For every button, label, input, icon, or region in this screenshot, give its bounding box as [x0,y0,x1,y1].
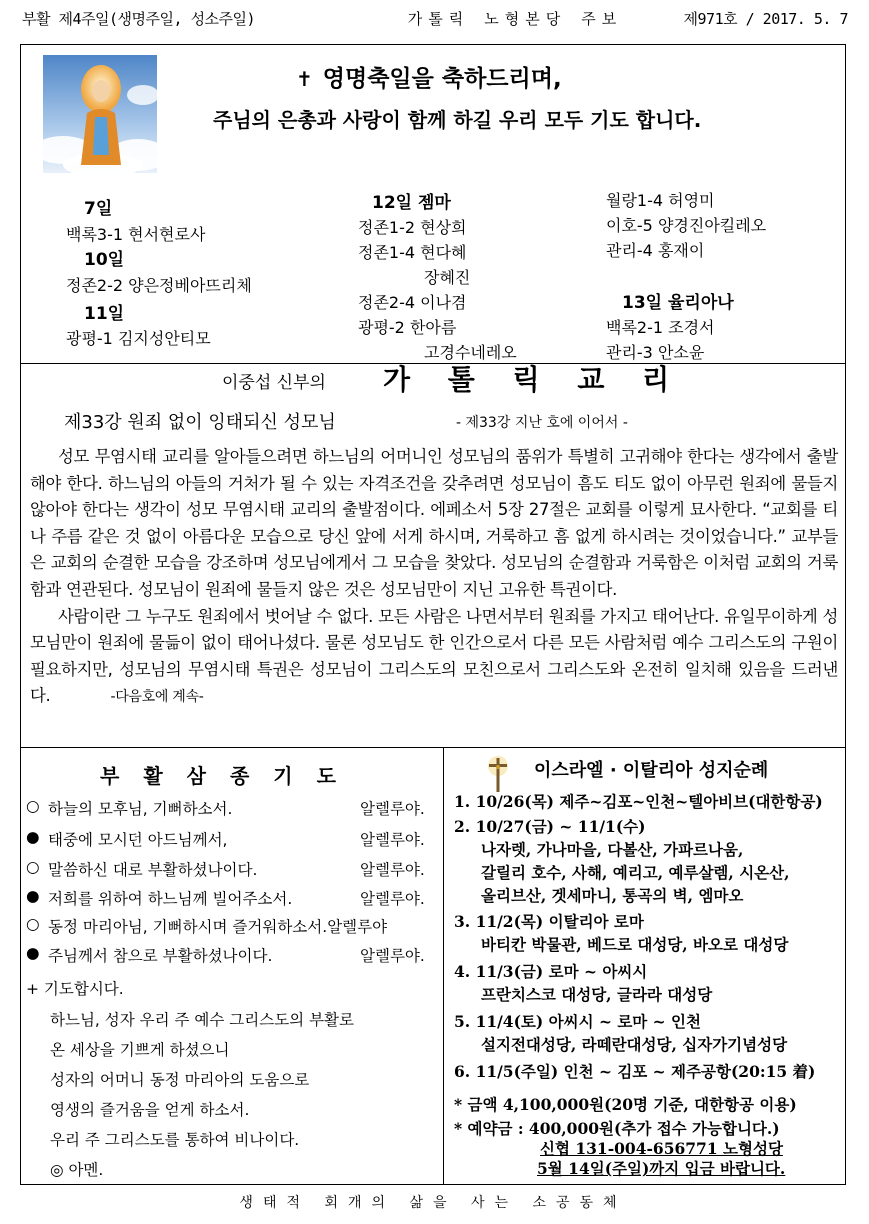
crucifix-icon [483,754,513,794]
itinerary-detail: 올리브산, 겟세마니, 통곡의 벽, 엠마오 [481,886,744,905]
itinerary-detail: 프란치스코 대성당, 글라라 대성당 [481,985,713,1004]
name-entry: 고경수네레오 [424,343,517,362]
let-us-pray: + 기도합시다. [26,980,124,998]
doctrine-paragraph-1: 성모 무염시태 교리를 알아들으려면 하느님의 어머니인 성모님의 품위가 특별히 고귀해야 한다는 생각에서 출발해야 한다. 하느님의 아들의 거처가 될 수 있는 자격조건을 갖추려면 성모님이 흠도 티도 없이 아무런 원죄에 물들지 않아야 한다는 생각이 성모 무염시태 교리의 출발점이다. 에페소서 5장 27절은 교회를 이렇게 묘사한다. “교회를 티나 주름 같은 것 없이 아름다운 모습으로 당신 앞에 서게 하시며, 거룩하고 흠 없게 하시려는 것이었습니다.” 교부들은 교회의 순결한 모습을 강조하며 성모님에게서 그 모습을 찾았다. 성모님의 순결함과 거룩함은 이처럼 교회의 거룩함과 연관된다. 성모님이 원죄에 물들지 않은 것은 성모님만이 지닌 고유한 특권이다. [30,447,838,599]
issue-date: 제971호 / 2017. 5. 7 [683,9,848,28]
filled-circle-icon: ● [26,887,40,905]
day-heading: 10일 [84,250,125,270]
greeting-line-1: 영명축일을 축하드리며, [322,66,562,92]
collect-line: 우리 주 그리스도를 통하여 비나이다. [50,1131,300,1149]
name-entry: 광평-2 한아름 [358,318,457,337]
name-entry: 관리-4 홍재이 [606,241,705,260]
alleluia: 알렐루야. [360,861,425,879]
prayer-line [26,915,387,937]
prayer-text: 동정 마리아님, 기뻐하시며 즐거워하소서. [48,918,328,936]
day-heading: 12일 젬마 [372,193,451,213]
bulletin-header [22,4,848,32]
name-entry: 장혜진 [424,268,471,287]
open-circle-icon: ○ [26,797,40,815]
doctrine-paragraph-2-text: 사람이란 그 누구도 원죄에서 벗어날 수 없다. 모든 사람은 나면서부터 원죄를 가지고 태어난다. 유일무이하게 성모님만이 원죄에 물듦이 없이 태어나셨다. 물론 성모님도 한 인간으로서 다른 모든 사람처럼 예수 그리스도의 구원이 필요하지만, 성모님의 무염시태 특권은 성모님이 그리스도의 모친으로서 그리스도와 온전히 일치해 있음을 드러낸다. [30,606,838,706]
divider-columns [443,747,444,1185]
itinerary-item: 3. 11/2(목) 이탈리아 로마 [454,912,644,931]
alleluia: 알렐루야. [360,890,425,908]
name-entry: 광평-1 김지성안티모 [66,329,211,348]
amen: ◎ 아멘. [50,1161,104,1179]
name-entry: 정존1-4 현다혜 [358,243,467,262]
doctrine-body [30,444,838,711]
name-entry: 백록3-1 현서현로사 [66,225,206,244]
name-entry: 정존2-4 이나겸 [358,293,467,312]
deposit-note: * 예약금 : 400,000원(추가 접수 가능합니다.) [454,1119,780,1138]
day-heading: 7일 [84,199,113,219]
prayer-line [26,828,425,850]
itinerary-item: 5. 11/4(토) 아씨시 ~ 로마 ~ 인천 [454,1012,702,1031]
price-note: * 금액 4,100,000원(20명 기준, 대한항공 이용) [454,1095,797,1114]
lesson-title: 제33강 원죄 없이 잉태되신 성모님 [64,412,336,433]
cross-icon: ✝ [296,67,313,91]
prayer-text: 하늘의 모후님, 기뻐하소서. [48,800,233,818]
alleluia: 알렐루야 [327,918,388,936]
collect-line: 성자의 어머니 동정 마리아의 도움으로 [50,1071,310,1089]
prayer-text: 주님께서 참으로 부활하셨나이다. [48,947,273,965]
prayer-line [26,858,425,880]
name-entry: 월랑1-4 허영미 [606,191,715,210]
liturgical-day: 부활 제4주일(생명주일, 성소주일) [22,9,256,28]
doctrine-title: 가 톨 릭 교 리 [383,363,684,396]
feast-greeting-title [296,60,562,93]
doctrine-paragraph-2 [30,604,838,711]
itinerary-detail: 설지전대성당, 라떼란대성당, 십자가기념성당 [481,1035,788,1054]
prayer-line [26,887,425,909]
bank-account: 신협 131-004-656771 노형성당 [540,1139,783,1158]
prayer-line [26,944,425,966]
alleluia: 알렐루야. [360,800,425,818]
itinerary-detail: 바티칸 박물관, 베드로 대성당, 바오로 대성당 [481,935,789,954]
itinerary-item: 4. 11/3(금) 로마 ~ 아씨시 [454,962,648,981]
deadline-note: 5월 14일(주일)까지 입금 바랍니다. [537,1159,786,1178]
itinerary-item: 2. 10/27(금) ~ 11/1(수) [454,817,646,836]
collect-line: 영생의 즐거움을 얻게 하소서. [50,1101,250,1119]
day-heading: 11일 [84,304,125,324]
name-entry: 백록2-1 조경서 [606,318,715,337]
day-heading: 13일 율리아나 [622,293,734,313]
doctrine-author: 이중섭 신부의 [222,373,326,393]
prayer-text: 태중에 모시던 아드님께서, [48,831,228,849]
collect-line: 온 세상을 기쁘게 하셨으니 [50,1041,230,1059]
open-circle-icon: ○ [26,915,40,933]
name-entry: 이호-5 양경진아킬레오 [606,216,767,235]
prayer-text: 저희를 위하여 하느님께 빌어주소서. [48,890,293,908]
collect-line: 하느님, 성자 우리 주 예수 그리스도의 부활로 [50,1011,355,1029]
continued-note: -다음호에 계속- [110,689,204,706]
prayer-line [26,797,425,819]
prayer-text: 말씀하신 대로 부활하셨나이다. [48,861,258,879]
greeting-line-2: 주님의 은총과 사랑이 함께 하길 우리 모두 기도 합니다. [213,108,702,132]
itinerary-item: 6. 11/5(주일) 인천 ~ 김포 ~ 제주공항(20:15 着) [454,1062,816,1081]
name-entry: 정존2-2 양은정베아뜨리체 [66,276,252,295]
open-circle-icon: ○ [26,858,40,876]
itinerary-item: 1. 10/26(목) 제주~김포~인천~텔아비브(대한항공) [454,792,823,811]
mary-statue-image [43,55,157,173]
pilgrimage-title: 이스라엘 · 이탈리아 성지순례 [534,760,769,781]
filled-circle-icon: ● [26,828,40,846]
alleluia: 알렐루야. [360,831,425,849]
divider-doctrine [20,747,846,748]
alleluia: 알렐루야. [360,947,425,965]
name-entry: 정존1-2 현상희 [358,218,467,237]
itinerary-detail: 나자렛, 가나마을, 다볼산, 가파르나움, [481,840,744,859]
itinerary-detail: 갈릴리 호수, 사해, 예리고, 예루살렘, 시온산, [481,863,790,882]
filled-circle-icon: ● [26,944,40,962]
name-entry: 관리-3 안소윤 [606,343,705,362]
parish-motto: 생태적 회개의 삶을 사는 소공동체 [239,1195,627,1211]
prayer-title: 부활삼종기도 [100,764,360,788]
lesson-note: - 제33강 지난 호에 이어서 - [456,415,628,431]
bulletin-name: 가톨릭 노형본당 주보 [407,9,623,28]
